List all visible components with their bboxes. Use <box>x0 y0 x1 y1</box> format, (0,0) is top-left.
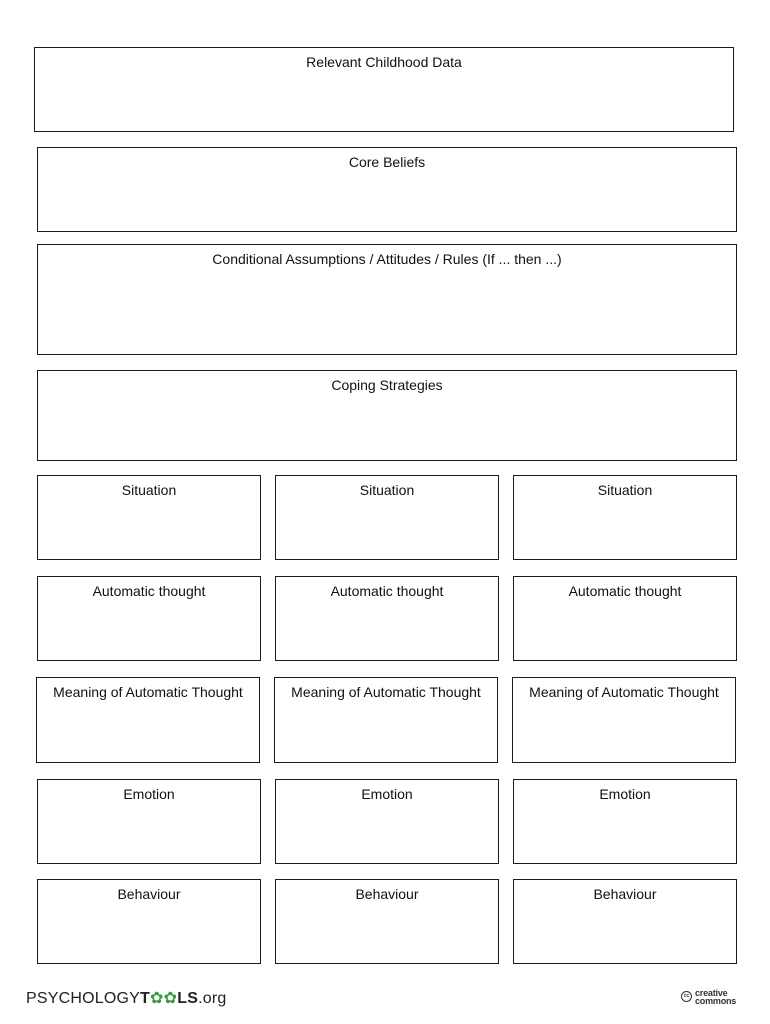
cc-text-line-1: creative <box>695 988 728 998</box>
automatic-thought-box-2[interactable] <box>275 576 499 661</box>
logo-prefix: PSYCHOLOGY <box>26 990 141 1007</box>
logo-t: T <box>140 990 151 1007</box>
situation-label-2: Situation <box>359 482 415 498</box>
logo-ls: LS <box>177 990 199 1007</box>
meaning-label-1: Meaning of Automatic Thought <box>53 684 243 700</box>
behaviour-box-3[interactable] <box>513 879 737 964</box>
coping-strategies-label: Coping Strategies <box>331 377 443 393</box>
automatic-thought-label-1: Automatic thought <box>92 583 206 599</box>
situation-label-1: Situation <box>121 482 177 498</box>
emotion-box-1[interactable] <box>37 779 261 864</box>
behaviour-label-3: Behaviour <box>593 886 657 902</box>
emotion-label-1: Emotion <box>123 786 175 802</box>
childhood-data-box[interactable] <box>34 47 734 132</box>
behaviour-label-1: Behaviour <box>117 886 181 902</box>
emotion-box-3[interactable] <box>513 779 737 864</box>
cc-text-line-2: commons <box>695 996 737 1006</box>
automatic-thought-box-1[interactable] <box>37 576 261 661</box>
gear-icon: ✿✿ <box>150 990 178 1007</box>
meaning-label-3: Meaning of Automatic Thought <box>529 684 719 700</box>
automatic-thought-label-3: Automatic thought <box>568 583 682 599</box>
emotion-box-2[interactable] <box>275 779 499 864</box>
situation-box-1[interactable] <box>37 475 261 560</box>
creative-commons-text <box>695 989 736 1005</box>
creative-commons-logo <box>681 988 747 1006</box>
psychology-tools-logo <box>26 988 226 1008</box>
behaviour-box-2[interactable] <box>275 879 499 964</box>
situation-box-3[interactable] <box>513 475 737 560</box>
childhood-data-label: Relevant Childhood Data <box>306 54 462 70</box>
situation-box-2[interactable] <box>275 475 499 560</box>
meaning-box-3[interactable] <box>512 677 736 763</box>
meaning-label-2: Meaning of Automatic Thought <box>291 684 481 700</box>
automatic-thought-label-2: Automatic thought <box>330 583 444 599</box>
assumptions-box[interactable] <box>37 244 737 355</box>
automatic-thought-box-3[interactable] <box>513 576 737 661</box>
meaning-box-2[interactable] <box>274 677 498 763</box>
core-beliefs-label: Core Beliefs <box>348 154 426 170</box>
emotion-label-3: Emotion <box>599 786 651 802</box>
assumptions-label: Conditional Assumptions / Attitudes / Rules (If ... then ...) <box>212 251 562 267</box>
behaviour-box-1[interactable] <box>37 879 261 964</box>
core-beliefs-box[interactable] <box>37 147 737 232</box>
creative-commons-icon: cc <box>681 991 692 1002</box>
meaning-box-1[interactable] <box>36 677 260 763</box>
emotion-label-2: Emotion <box>361 786 413 802</box>
coping-strategies-box[interactable] <box>37 370 737 461</box>
behaviour-label-2: Behaviour <box>355 886 419 902</box>
situation-label-3: Situation <box>597 482 653 498</box>
logo-suffix: .org <box>198 990 227 1007</box>
